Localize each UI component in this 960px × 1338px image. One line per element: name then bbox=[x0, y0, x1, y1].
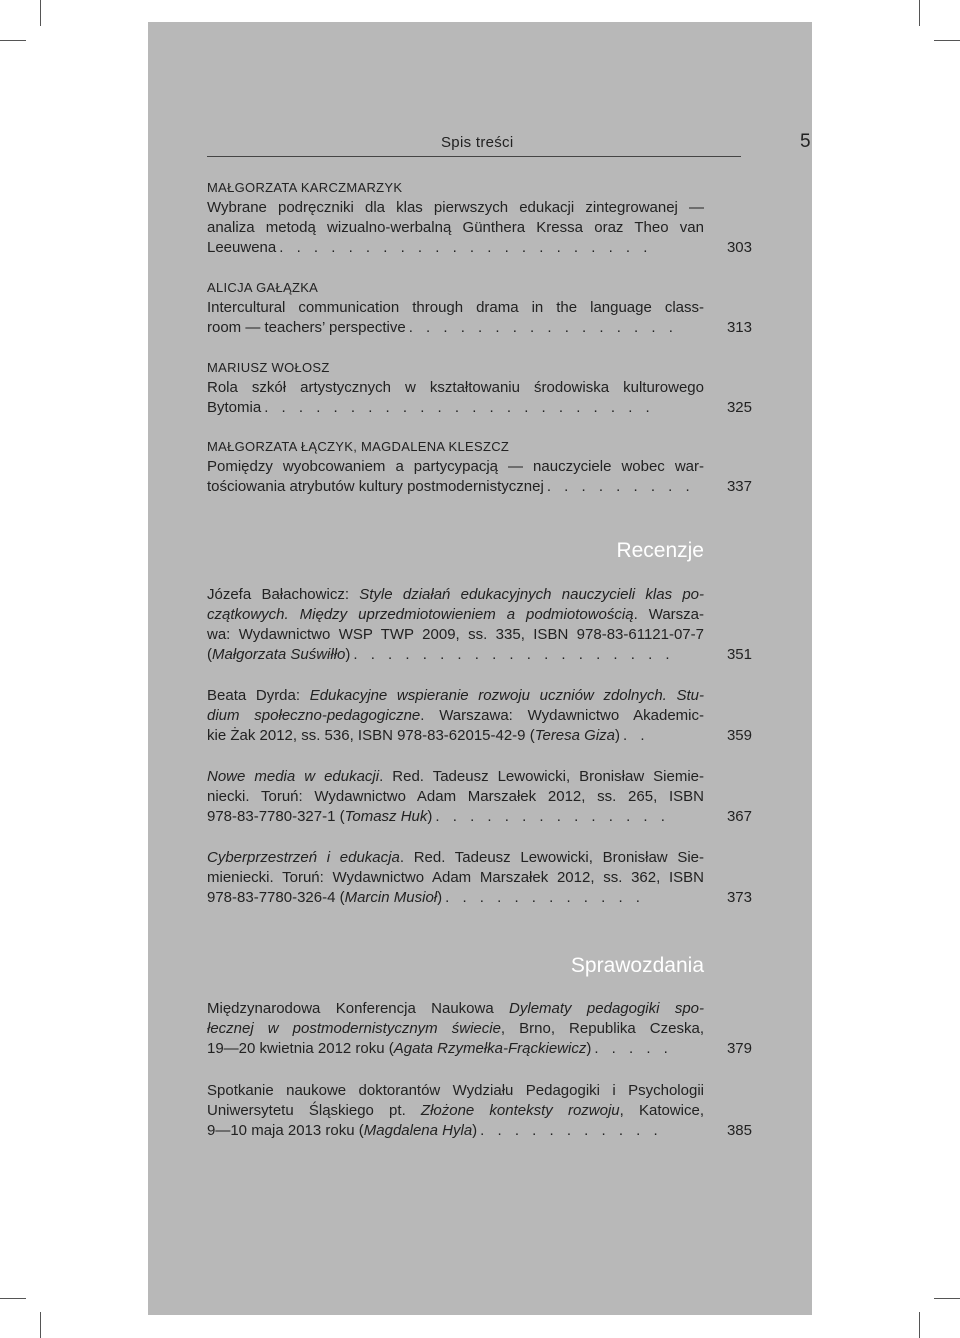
toc-entry[interactable] bbox=[207, 278, 752, 338]
toc-entry[interactable] bbox=[207, 999, 752, 1059]
entry-title: dium społeczno-pedagogiczne bbox=[207, 707, 421, 724]
entry-author: MAŁGORZATA ŁĄCZYK, MAGDALENA KLESZCZ bbox=[207, 439, 510, 454]
entry-author: MAŁGORZATA KARCZMARZYK bbox=[207, 180, 403, 195]
entry-event: Międzynarodowa Konferencja Naukowa bbox=[207, 1000, 510, 1017]
crop-mark bbox=[40, 0, 41, 26]
toc-entry[interactable] bbox=[207, 1081, 752, 1141]
section-heading-reviews: Recenzje bbox=[616, 539, 704, 562]
entry-line bbox=[207, 999, 704, 1019]
reporter-name: Agata Rzymełka-Frąckiewicz bbox=[393, 1040, 587, 1057]
paren: ) bbox=[437, 889, 443, 906]
entry-author: MARIUSZ WOŁOSZ bbox=[207, 360, 330, 375]
leader-dots: . . . . . . . . . . . . . . bbox=[435, 808, 670, 825]
entry-title: Style działań edukacyjnych nauczycieli klas po- bbox=[359, 586, 705, 603]
entry-last-line bbox=[207, 398, 752, 418]
entry-title: czątkowych. Między uprzedmiotowieniem a podmiotowością bbox=[207, 606, 634, 623]
reporter-name: Magdalena Hyla bbox=[363, 1122, 473, 1139]
crop-mark bbox=[0, 40, 26, 41]
reviewer-name: Marcin Musioł bbox=[344, 889, 438, 906]
entry-reviewer bbox=[207, 888, 442, 908]
entry-reporter bbox=[207, 1121, 477, 1141]
paren: ) bbox=[615, 727, 621, 744]
isbn-tail: 978-83-7780-327-1 ( bbox=[207, 808, 345, 825]
reviewer-name: Małgorzata Suświłło bbox=[212, 646, 346, 663]
entry-date: 9—10 maja 2013 roku ( bbox=[207, 1122, 364, 1139]
entry-title-line: Wybrane podręczniki dla klas pierwszych edukacji zintegrowanej — bbox=[207, 199, 704, 216]
entry-editors: . Red. Tadeusz Lewowicki, Bronisław Sie- bbox=[399, 849, 704, 866]
entry-last-line bbox=[207, 1121, 752, 1141]
leader-dots: . . . . . . . . . . . . . . . . bbox=[408, 319, 678, 336]
entry-page-number: 325 bbox=[726, 399, 752, 416]
entry-title: Cyberprzestrzeń i edukacja bbox=[207, 849, 400, 866]
section-heading-reports: Sprawozdania bbox=[570, 954, 704, 977]
leader-dots: . . . . . . . . . . . bbox=[480, 1122, 663, 1139]
crop-mark bbox=[934, 1298, 960, 1299]
entry-last-line bbox=[207, 1039, 752, 1059]
header-rule bbox=[207, 156, 741, 157]
entry-reviewer bbox=[207, 645, 350, 665]
isbn-tail: 978-83-7780-326-4 ( bbox=[207, 889, 345, 906]
entry-title: Złożone konteksty rozwoju bbox=[420, 1102, 620, 1119]
leader-dots: . . . . . . . . . . . . bbox=[445, 889, 645, 906]
entry-publication: . Warsza- bbox=[633, 606, 704, 623]
entry-page-number: 359 bbox=[726, 727, 752, 744]
toc-entry[interactable] bbox=[207, 686, 752, 746]
running-header-title: Spis treści bbox=[441, 134, 514, 151]
leader-dots: . . . . . . . . . . . . . . . . . . . . . . . bbox=[264, 399, 655, 416]
entry-line: wa: Wydawnictwo WSP TWP 2009, ss. 335, ISBN 978-83-61121-07-7 bbox=[207, 626, 704, 643]
toc-entry[interactable] bbox=[207, 358, 752, 418]
entry-last-line bbox=[207, 238, 752, 258]
paren: ( bbox=[207, 646, 212, 663]
entry-title-end: tościowania atrybutów kultury postmodernistycznej bbox=[207, 478, 544, 495]
entry-title: Edukacyjne wspieranie rozwoju uczniów zdolnych. Stu- bbox=[309, 687, 704, 704]
leader-dots: . . . . . . . . . bbox=[546, 478, 695, 495]
entry-location: , Brno, Republika Czeska, bbox=[500, 1020, 704, 1037]
entry-line bbox=[207, 585, 704, 605]
entry-title-line: Intercultural communication through drama in the language class- bbox=[207, 299, 704, 316]
paren: ) bbox=[345, 646, 351, 663]
entry-last-line bbox=[207, 477, 752, 497]
crop-mark bbox=[919, 0, 920, 26]
entry-publication: . Warszawa: Wydawnictwo Akademic- bbox=[420, 707, 704, 724]
toc-entry[interactable] bbox=[207, 178, 752, 258]
entry-author: ALICJA GAŁĄZKA bbox=[207, 280, 319, 295]
entry-line: niecki. Toruń: Wydawnictwo Adam Marszałek 2012, ss. 265, ISBN bbox=[207, 788, 704, 805]
entry-page-number: 303 bbox=[726, 239, 752, 256]
entry-title: Dylematy pedagogiki spo- bbox=[509, 1000, 705, 1017]
entry-editors: . Red. Tadeusz Lewowicki, Bronisław Siemie- bbox=[379, 768, 704, 785]
entry-line: mieniecki. Toruń: Wydawnictwo Adam Marszałek 2012, ss. 362, ISBN bbox=[207, 869, 704, 886]
page-number: 5 bbox=[800, 131, 811, 152]
paren: ) bbox=[472, 1122, 478, 1139]
crop-mark bbox=[40, 1312, 41, 1338]
toc-entry[interactable] bbox=[207, 585, 752, 665]
entry-last-line bbox=[207, 318, 752, 338]
leader-dots: . . . . . . . . . . . . . . . . . . . bbox=[353, 646, 675, 663]
entry-title: łecznej w postmodernistycznym świecie bbox=[207, 1020, 501, 1037]
entry-last-line bbox=[207, 726, 752, 746]
entry-event: Uniwersytetu Śląskiego pt. bbox=[207, 1102, 421, 1119]
entry-title-line: Pomiędzy wyobcowaniem a partycypacją — nauczyciele wobec war- bbox=[207, 458, 704, 475]
entry-location: , Katowice, bbox=[619, 1102, 704, 1119]
entry-line: Spotkanie naukowe doktorantów Wydziału Pedagogiki i Psychologii bbox=[207, 1082, 704, 1099]
entry-page-number: 337 bbox=[726, 478, 752, 495]
entry-page-number: 367 bbox=[726, 808, 752, 825]
entry-line bbox=[207, 848, 704, 868]
entry-date: 19—20 kwietnia 2012 roku ( bbox=[207, 1040, 394, 1057]
entry-title-end: Bytomia bbox=[207, 399, 262, 416]
entry-author: Józefa Bałachowicz: bbox=[207, 586, 360, 603]
entry-title-line: Rola szkół artystycznych w kształtowaniu środowiska kulturowego bbox=[207, 379, 704, 396]
entry-page-number: 379 bbox=[726, 1040, 752, 1057]
entry-line bbox=[207, 1019, 704, 1039]
leader-dots: . . . . . . . . . . . . . . . . . . . . . . bbox=[279, 239, 652, 256]
crop-mark bbox=[919, 1312, 920, 1338]
entry-title-end: Leeuwena bbox=[207, 239, 277, 256]
entry-reporter bbox=[207, 1039, 591, 1059]
toc-entry[interactable] bbox=[207, 437, 752, 497]
leader-dots: . . . . . bbox=[594, 1040, 673, 1057]
entry-line bbox=[207, 686, 704, 706]
entry-page-number: 385 bbox=[726, 1122, 752, 1139]
entry-line bbox=[207, 605, 704, 625]
entry-line bbox=[207, 767, 704, 787]
entry-last-line bbox=[207, 645, 752, 665]
entry-page-number: 373 bbox=[726, 889, 752, 906]
crop-mark bbox=[934, 40, 960, 41]
entry-title-line: analiza metodą wizualno-werbalną Günthera Kressa oraz Theo van bbox=[207, 219, 704, 236]
reviewer-name: Teresa Giza bbox=[534, 727, 616, 744]
crop-mark bbox=[0, 1298, 26, 1299]
toc-entry[interactable] bbox=[207, 767, 752, 827]
entry-line bbox=[207, 706, 704, 726]
entry-reviewer bbox=[207, 807, 432, 827]
paren: ) bbox=[427, 808, 433, 825]
entry-last-line bbox=[207, 888, 752, 908]
entry-title: Nowe media w edukacji bbox=[207, 768, 380, 785]
entry-author: Beata Dyrda: bbox=[207, 687, 310, 704]
paren: ) bbox=[586, 1040, 592, 1057]
leader-dots: . . bbox=[623, 727, 650, 744]
entry-line bbox=[207, 1101, 704, 1121]
toc-entry[interactable] bbox=[207, 848, 752, 908]
entry-last-line bbox=[207, 807, 752, 827]
entry-reviewer bbox=[207, 726, 620, 746]
reviewer-name: Tomasz Huk bbox=[344, 808, 428, 825]
publication-tail: kie Żak 2012, ss. 536, ISBN 978-83-62015-42-9 ( bbox=[207, 727, 535, 744]
entry-page-number: 351 bbox=[726, 646, 752, 663]
entry-page-number: 313 bbox=[726, 319, 752, 336]
entry-title-end: room — teachers’ perspective bbox=[207, 319, 406, 336]
